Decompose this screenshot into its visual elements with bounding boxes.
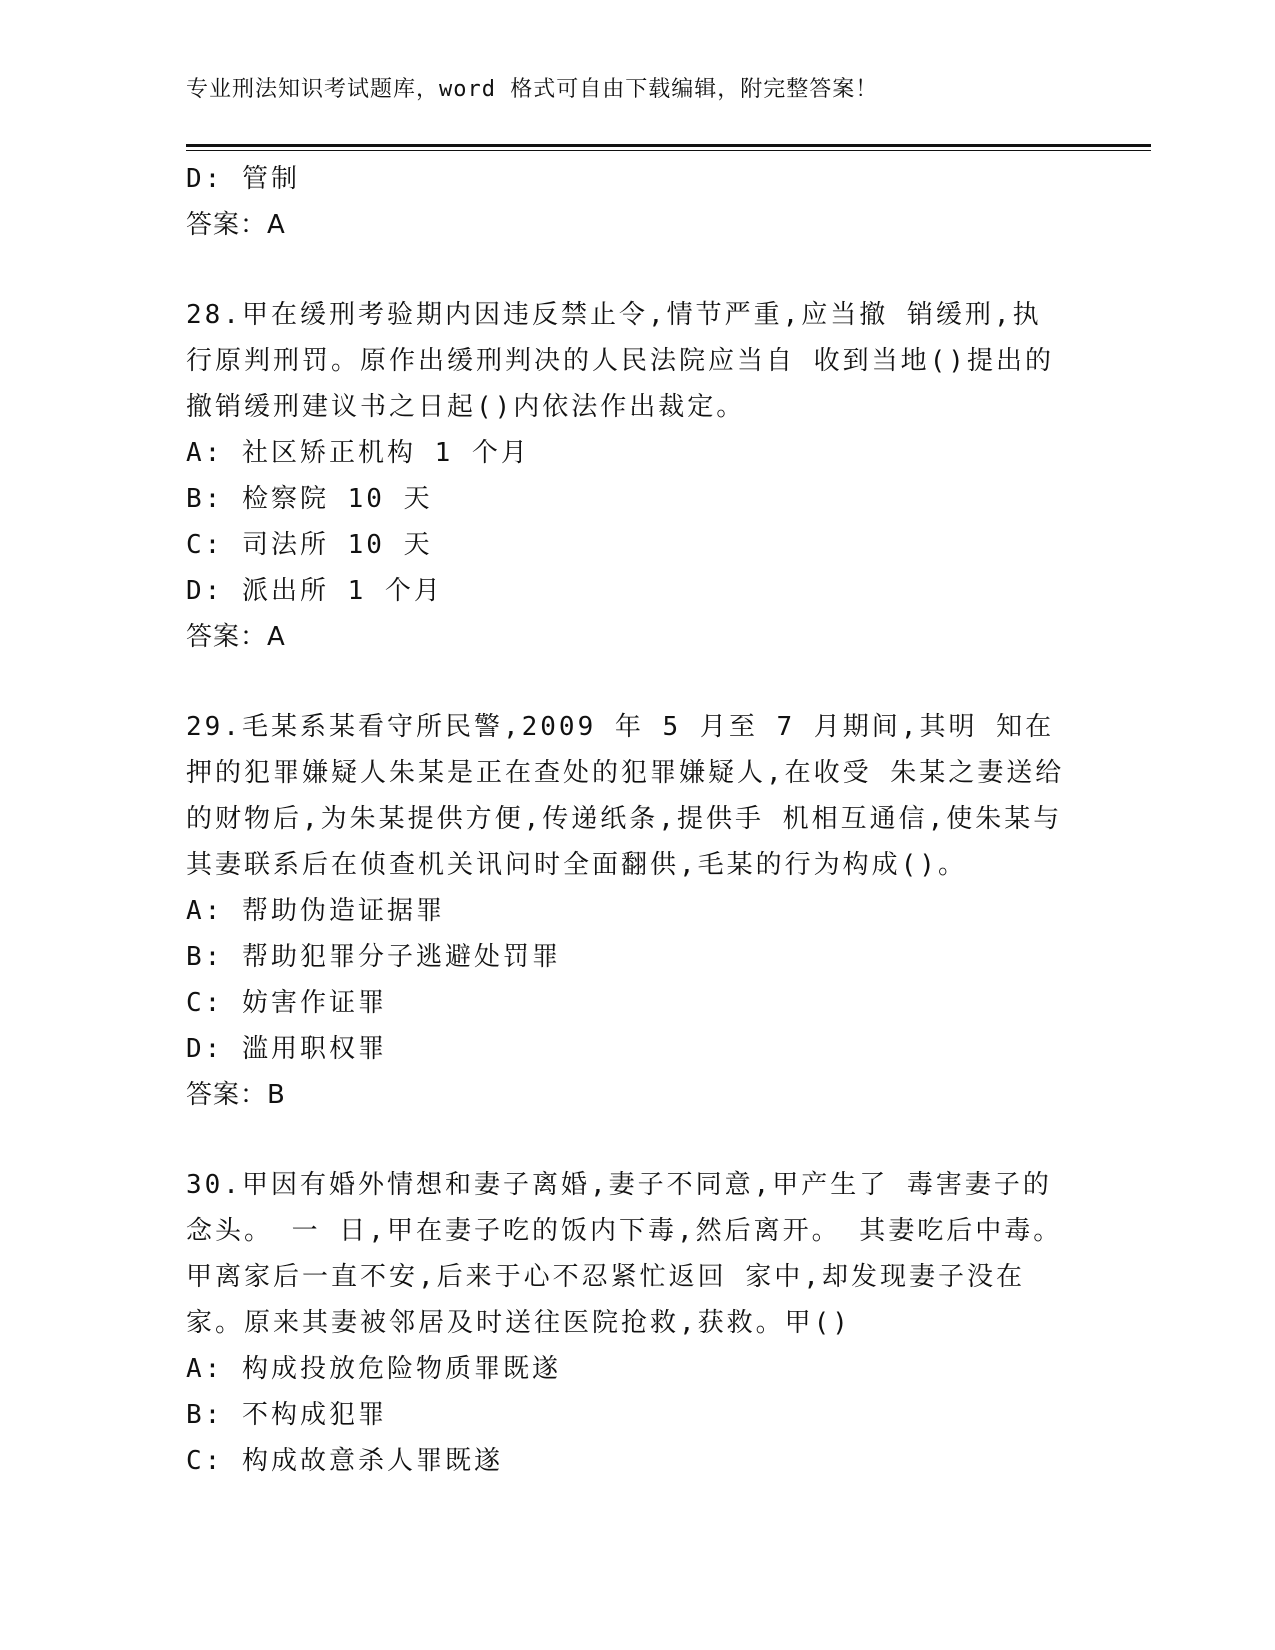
spacer <box>186 1118 1086 1162</box>
spacer <box>186 660 1086 704</box>
option-d: D: 派出所 1 个月 <box>186 576 443 606</box>
option-b: B: 检察院 10 天 <box>186 484 433 514</box>
option-a: A: 构成投放危险物质罪既遂 <box>186 1354 561 1384</box>
spacer <box>186 248 1086 292</box>
answer: 答案：A <box>186 210 286 240</box>
answer: 答案：A <box>186 622 286 652</box>
document-body <box>186 156 1086 1484</box>
option-d: D: 管制 <box>186 164 300 194</box>
option-d: D: 滥用职权罪 <box>186 1034 387 1064</box>
option-b: B: 帮助犯罪分子逃避处罚罪 <box>186 942 561 972</box>
option-b: B: 不构成犯罪 <box>186 1400 387 1430</box>
header-rule-thin <box>186 150 1151 151</box>
question-30 <box>186 1162 1086 1484</box>
option-c: C: 妨害作证罪 <box>186 988 387 1018</box>
question-stem: 29.毛某系某看守所民警,2009 年 5 月至 7 月期间,其明 知在押的犯罪嫌疑人朱某是正在查处的犯罪嫌疑人,在收受 朱某之妻送给的财物后,为朱某提供方便,传递纸条,提供手 机相互通信,使朱某与其妻联系后在侦查机关讯问时全面翻供,毛某的行为构成()。 <box>186 712 1065 880</box>
option-c: C: 司法所 10 天 <box>186 530 433 560</box>
option-a: A: 帮助伪造证据罪 <box>186 896 445 926</box>
question-stem: 30.甲因有婚外情想和妻子离婚,妻子不同意,甲产生了 毒害妻子的念头。 一 日,甲在妻子吃的饭内下毒,然后离开。 其妻吃后中毒。甲离家后一直不安,后来于心不忍紧忙返回 家中,却发现妻子没在家。原来其妻被邻居及时送往医院抢救,获救。甲() <box>186 1170 1063 1338</box>
header-rule-thick <box>186 144 1151 147</box>
question-stem: 28.甲在缓刑考验期内因违反禁止令,情节严重,应当撤 销缓刑,执行原判刑罚。原作出缓刑判决的人民法院应当自 收到当地()提出的撤销缓刑建议书之日起()内依法作出裁定。 <box>186 300 1054 422</box>
question-29 <box>186 704 1086 1118</box>
answer: 答案：B <box>186 1080 286 1110</box>
option-c: C: 构成故意杀人罪既遂 <box>186 1446 503 1476</box>
question-28 <box>186 292 1086 660</box>
option-a: A: 社区矫正机构 1 个月 <box>186 438 530 468</box>
page-header: 专业刑法知识考试题库，word 格式可自由下载编辑，附完整答案！ <box>186 77 879 102</box>
